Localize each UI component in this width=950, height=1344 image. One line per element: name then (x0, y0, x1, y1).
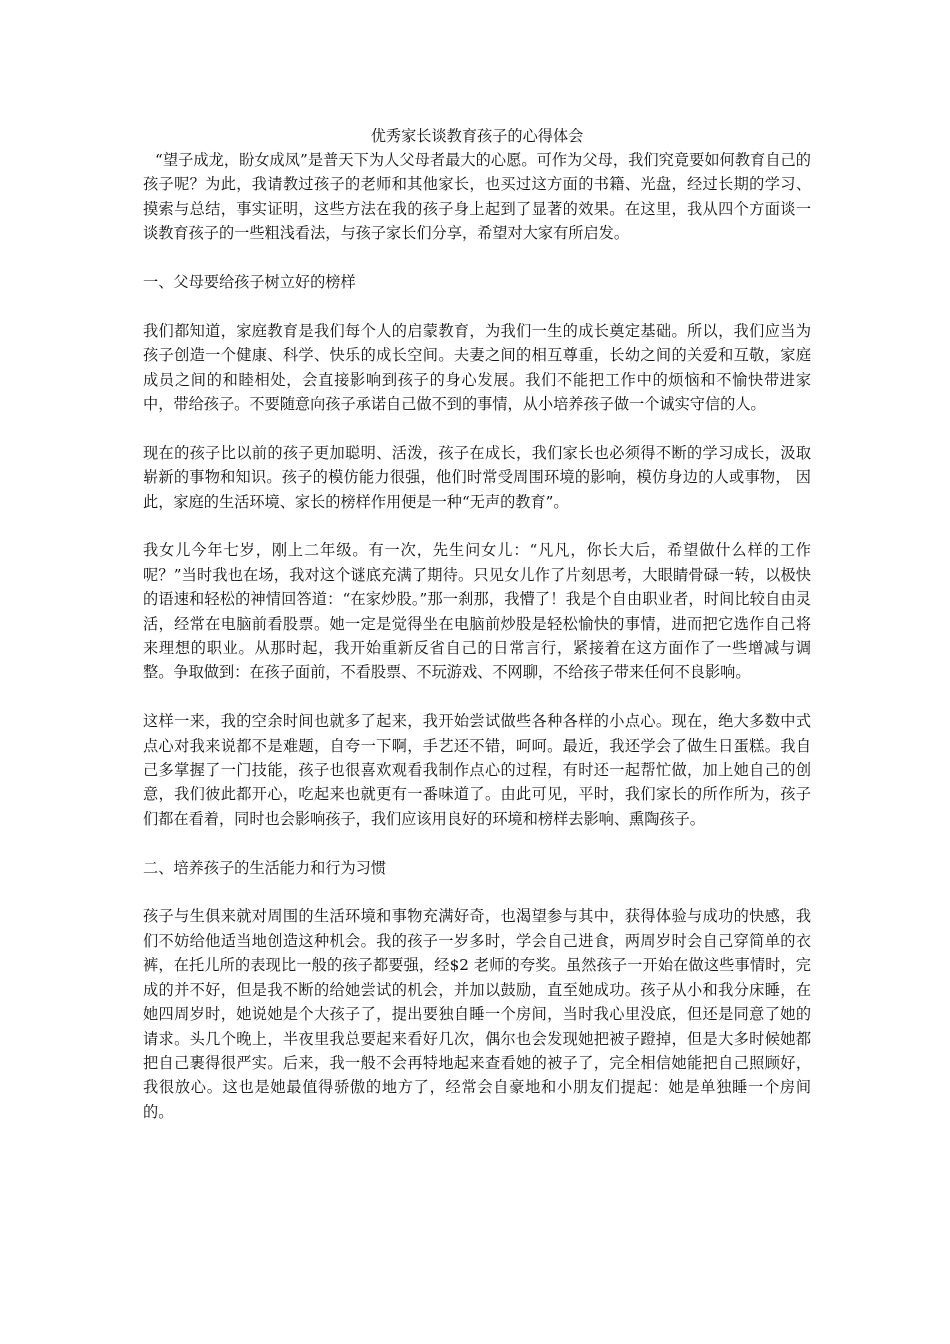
intro-paragraph: “望子成龙，盼女成凤”是普天下为人父母者最大的心愿。可作为父母，我们究竟要如何教育自己的孩子呢？为此，我请教过孩子的老师和其他家长，也买过这方面的书籍、光盘，经过长期的学习、摸索与总结，事实证明，这些方法在我的孩子身上起到了显著的效果。在这里，我从四个方面谈一谈教育孩子的一些粗浅看法，与孩子家长们分享，希望对大家有所启发。 (143, 151, 811, 243)
body-paragraph: 我女儿今年七岁，刚上二年级。有一次，先生问女儿：“凡凡，你长大后，希望做什么样的工作呢？”当时我也在场，我对这个谜底充满了期待。只见女儿作了片刻思考，大眼睛骨碌一转，以极快的语速和轻松的神情回答道：“在家炒股。”那一刹那，我懵了！我是个自由职业者，时间比较自由灵活，经常在电脑前看股票。她一定是觉得坐在电脑前炒股是轻松愉快的事情，进而把它选作自己将来理想的职业。从那时起，我开始重新反省自己的日常言行，紧接着在这方面作了一些增减与调整。争取做到：在孩子面前，不看股票、不玩游戏、不网聊，不给孩子带来任何不良影响。 (143, 541, 811, 682)
paragraph-gap (143, 831, 811, 855)
paragraph-gap (143, 416, 811, 440)
body-paragraph: 孩子与生俱来就对周围的生活环境和事物充满好奇，也渴望参与其中，获得体验与成功的快感，我们不妨给他适当地创造这种机会。我的孩子一岁多时，学会自己进食，两周岁时会自己穿简单的衣裤，在托儿所的表现比一般的孩子都要强，经$2 老师的夸奖。虽然孩子一开始在做这些事情时，完成的并不好，但是我不断的给她尝试的机会，并加以鼓励，直至她成功。孩子从小和我分床睡，在她四周岁时，她说她是个大孩子了，提出要独自睡一个房间，当时我心里没底，但还是同意了她的请求。头几个晚上，半夜里我总要起来看好几次，偶尔也会发现她把被子蹬掉，但是大多时候她都把自己裹得很严实。后来，我一般不会再特地起来查看她的被子了，完全相信她能把自己照顾好，我很放心。这也是她最值得骄傲的地方了，经常会自豪地和小朋友们提起：她是单独睡一个房间的。 (143, 907, 811, 1121)
paragraph-gap (143, 294, 811, 318)
body-paragraph: 现在的孩子比以前的孩子更加聪明、活泼，孩子在成长，我们家长也必须得不断的学习成长，汲取崭新的事物和知识。孩子的模仿能力很强，他们时常受周围环境的影响，模仿身边的人或事物， 因此，家庭的生活环境、家长的榜样作用便是一种“无声的教育”。 (143, 443, 811, 511)
body-paragraph: 我们都知道，家庭教育是我们每个人的启蒙教育，为我们一生的成长奠定基础。所以，我们应当为孩子创造一个健康、科学、快乐的成长空间。夫妻之间的相互尊重，长幼之间的关爱和互敬，家庭成员之间的和睦相处，会直接影响到孩子的身心发展。我们不能把工作中的烦恼和不愉快带进家中，带给孩子。不要随意向孩子承诺自己做不到的事情，从小培养孩子做一个诚实守信的人。 (143, 321, 811, 414)
document-body (143, 124, 811, 1124)
body-paragraph: 这样一来，我的空余时间也就多了起来，我开始尝试做些各种各样的小点心。现在，绝大多数中式点心对我来说都不是难题，自夸一下啊，手艺还不错，呵呵。最近，我还学会了做生日蛋糕。我自己多掌握了一门技能，孩子也很喜欢观看我制作点心的过程，有时还一起帮忙做，加上她自己的创意，我们彼此都开心，吃起来也就更有一番味道了。由此可见，平时，我们家长的所作所为，孩子们都在看着，同时也会影响孩子，我们应该用良好的环境和榜样去影响、熏陶孩子。 (143, 712, 811, 828)
document-title: 优秀家长谈教育孩子的心得体会 (370, 127, 584, 145)
paragraph-gap (143, 685, 811, 709)
section-heading-1: 一、父母要给孩子树立好的榜样 (143, 273, 356, 292)
paragraph-gap (143, 514, 811, 538)
paragraph-gap (143, 880, 811, 904)
paragraph-gap (143, 246, 811, 270)
section-heading-2: 二、培养孩子的生活能力和行为习惯 (143, 858, 386, 877)
